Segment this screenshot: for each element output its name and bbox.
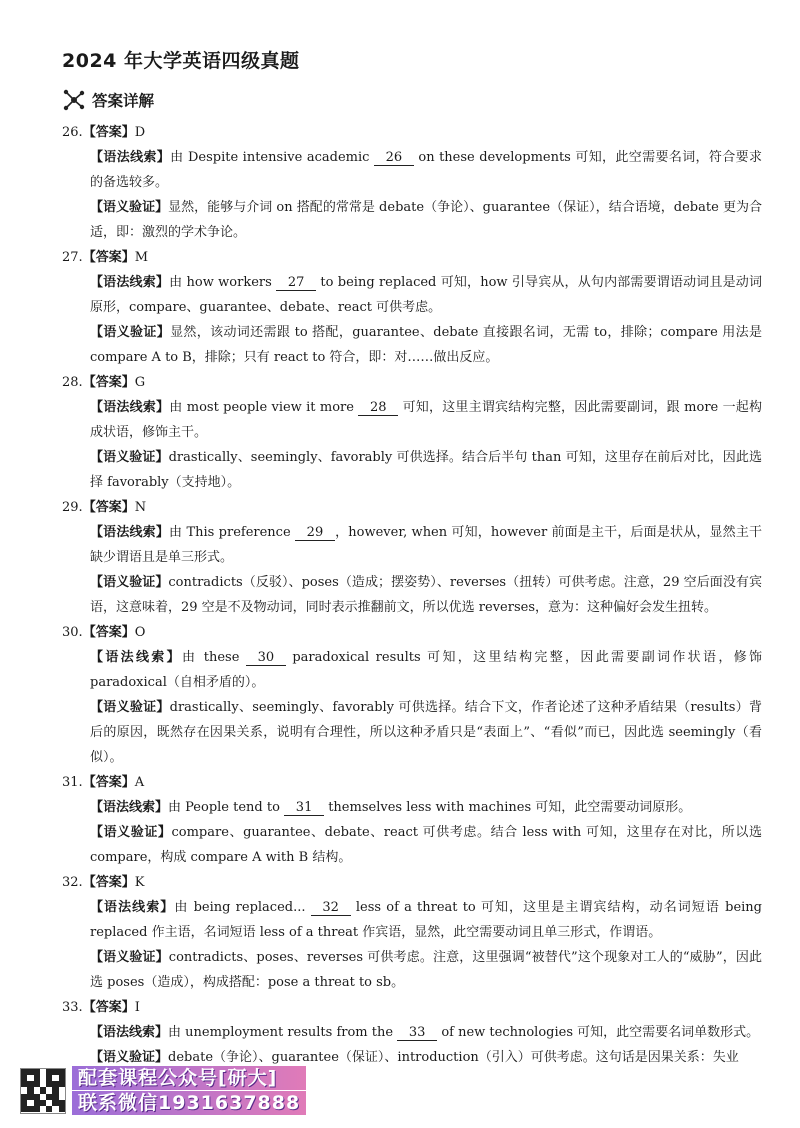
grammar-text: 可知，这里主谓宾结构完整，因此需要副词，跟 more 一起构成状语，修饰主干。 <box>90 400 762 440</box>
grammar-label: 【语法线索】 <box>90 1025 169 1040</box>
answer-label: 【答案】 <box>82 250 135 265</box>
semantic-label: 【语义验证】 <box>90 450 169 465</box>
grammar-clue <box>90 795 762 820</box>
semantic-label: 【语义验证】 <box>90 200 169 215</box>
answer-blank: 29 <box>295 526 335 541</box>
grammar-clue <box>90 1020 762 1045</box>
grammar-text: themselves less with machines 可知，此空需要动词原形。 <box>324 800 692 815</box>
grammar-text: 由 how workers <box>169 275 277 290</box>
grammar-clue <box>90 520 762 570</box>
semantic-verification <box>90 820 762 870</box>
grammar-text: 由 This preference <box>169 525 295 540</box>
semantic-label: 【语义验证】 <box>90 700 170 715</box>
answer-blank: 33 <box>397 1026 437 1041</box>
grammar-text: paradoxical results 可知，这里结构完整，因此需要副词作状语，修饰 paradoxical（自相矛盾的）。 <box>90 650 762 690</box>
promo-line-2: 联系微信1931637888 <box>72 1091 306 1115</box>
question-number: 33. <box>62 1000 83 1015</box>
answer-label: 【答案】 <box>82 125 135 140</box>
answer-letter: N <box>134 500 147 515</box>
grammar-label: 【语法线索】 <box>90 525 170 540</box>
section-heading <box>62 88 154 112</box>
answer-line <box>62 870 762 895</box>
answer-blank: 27 <box>276 276 316 291</box>
answer-letter: A <box>134 775 145 790</box>
answer-line <box>62 495 762 520</box>
answer-list <box>62 120 762 1070</box>
answer-blank: 26 <box>374 151 414 166</box>
answer-label: 【答案】 <box>82 375 135 390</box>
grammar-label: 【语法线索】 <box>90 275 170 290</box>
promo-footer <box>20 1066 306 1115</box>
grammar-text: 由 Despite intensive academic <box>170 150 374 165</box>
grammar-label: 【语法线索】 <box>90 650 182 665</box>
grammar-clue <box>90 270 762 320</box>
grammar-text: of new technologies 可知，此空需要名词单数形式。 <box>437 1025 760 1040</box>
semantic-label: 【语义验证】 <box>90 825 172 840</box>
semantic-text: debate（争论）、guarantee（保证）、introduction（引入）可供考虑。这句话是因果关系：失业 <box>168 1050 739 1065</box>
semantic-verification <box>90 195 762 245</box>
semantic-verification <box>90 445 762 495</box>
semantic-label: 【语义验证】 <box>90 950 169 965</box>
grammar-label: 【语法线索】 <box>90 900 175 915</box>
answer-line <box>62 995 762 1020</box>
answer-letter: G <box>134 375 146 390</box>
answer-blank: 32 <box>311 901 351 916</box>
answer-item <box>62 245 762 370</box>
answer-letter: D <box>134 125 146 140</box>
question-number: 29. <box>62 500 83 515</box>
grammar-text: 由 being replaced... <box>174 900 311 915</box>
semantic-text: drastically、seemingly、favorably 可供选择。结合后半句 than 可知，这里存在前后对比，因此选择 favorably（支持地）。 <box>90 450 762 490</box>
answer-letter: K <box>134 875 145 890</box>
qr-code-icon <box>20 1068 66 1114</box>
semantic-text: 显然，能够与介词 on 搭配的常常是 debate（争论）、guarantee（保证），结合语境，debate 更为合适，即：激烈的学术争论。 <box>90 200 762 240</box>
answer-item <box>62 995 762 1070</box>
question-number: 26. <box>62 125 83 140</box>
page-title: 2024 年大学英语四级真题 <box>62 50 300 72</box>
answer-blank: 28 <box>358 401 398 416</box>
semantic-verification <box>90 695 762 770</box>
answer-item <box>62 870 762 995</box>
semantic-text: contradicts（反驳）、poses（造成；摆姿势）、reverses（扭转）可供考虑。注意，29 空后面没有宾语，这意味着，29 空是不及物动词，同时表示推翻前文，所以优选 reverses，意为：这种偏好会发生扭转。 <box>90 575 762 615</box>
answer-line <box>62 120 762 145</box>
answer-line <box>62 770 762 795</box>
grammar-text: 由 most people view it more <box>169 400 359 415</box>
answer-line <box>62 370 762 395</box>
answer-line <box>62 620 762 645</box>
answer-item <box>62 120 762 245</box>
grammar-clue <box>90 645 762 695</box>
semantic-verification <box>90 570 762 620</box>
semantic-verification <box>90 945 762 995</box>
answer-blank: 31 <box>284 801 324 816</box>
semantic-text: compare、guarantee、debate、react 可供考虑。结合 less with 可知，这里存在对比，所以选 compare，构成 compare A with B 结构。 <box>90 825 762 865</box>
grammar-label: 【语法线索】 <box>90 150 171 165</box>
answer-label: 【答案】 <box>82 875 135 890</box>
answer-label: 【答案】 <box>82 500 135 515</box>
grammar-text: ，however, when 可知，however 前面是主干，后面是状从，显然主干缺少谓语且是单三形式。 <box>90 525 762 565</box>
answer-item <box>62 620 762 770</box>
grammar-clue <box>90 145 762 195</box>
semantic-label: 【语义验证】 <box>90 575 169 590</box>
question-number: 31. <box>62 775 83 790</box>
answer-blank: 30 <box>246 651 286 666</box>
grammar-text: 由 People tend to <box>168 800 285 815</box>
grammar-label: 【语法线索】 <box>90 400 170 415</box>
molecule-icon <box>62 88 86 112</box>
question-number: 27. <box>62 250 83 265</box>
answer-item <box>62 495 762 620</box>
section-title: 答案详解 <box>92 92 155 110</box>
semantic-text: contradicts、poses、reverses 可供考虑。注意，这里强调“被替代”这个现象对工人的“威胁”，因此选 poses（造成），构成搭配：pose a threat to sb。 <box>90 950 762 990</box>
answer-letter: O <box>134 625 146 640</box>
answer-label: 【答案】 <box>82 775 135 790</box>
answer-letter: M <box>134 250 149 265</box>
semantic-text: 显然，该动词还需跟 to 搭配，guarantee、debate 直接跟名词，无需 to，排除；compare 用法是 compare A to B，排除；只有 react to 符合，即：对……做出反应。 <box>90 325 762 365</box>
promo-line-1: 配套课程公众号[研大] <box>72 1066 306 1090</box>
answer-label: 【答案】 <box>82 1000 135 1015</box>
grammar-text: on these developments 可知，此空需要名词，符合要求的备选较多。 <box>90 150 762 190</box>
question-number: 32. <box>62 875 83 890</box>
semantic-text: drastically、seemingly、favorably 可供选择。结合下文，作者论述了这种矛盾结果（results）背后的原因，既然存在因果关系，说明有合理性，所以这种矛盾只是“表面上”、“看似”而已，因此选 seemingly（看似）。 <box>90 700 762 765</box>
question-number: 28. <box>62 375 83 390</box>
answer-label: 【答案】 <box>82 625 135 640</box>
answer-letter: I <box>134 1000 140 1015</box>
grammar-clue <box>90 895 762 945</box>
promo-text <box>72 1066 306 1115</box>
answer-item <box>62 770 762 870</box>
grammar-text: less of a threat to 可知，这里是主谓宾结构，动名词短语 being replaced 作主语，名词短语 less of a threat 作宾语，显然，此空需要动词且单三形式，作谓语。 <box>90 900 762 940</box>
grammar-text: 由 unemployment results from the <box>168 1025 398 1040</box>
grammar-clue <box>90 395 762 445</box>
question-number: 30. <box>62 625 83 640</box>
answer-line <box>62 245 762 270</box>
semantic-label: 【语义验证】 <box>90 325 171 340</box>
semantic-verification <box>90 320 762 370</box>
grammar-label: 【语法线索】 <box>90 800 169 815</box>
grammar-text: to being replaced 可知，how 引导宾从，从句内部需要谓语动词且是动词原形，compare、guarantee、debate、react 可供考虑。 <box>90 275 762 315</box>
answer-item <box>62 370 762 495</box>
semantic-label: 【语义验证】 <box>90 1050 169 1065</box>
grammar-text: 由 these <box>181 650 246 665</box>
